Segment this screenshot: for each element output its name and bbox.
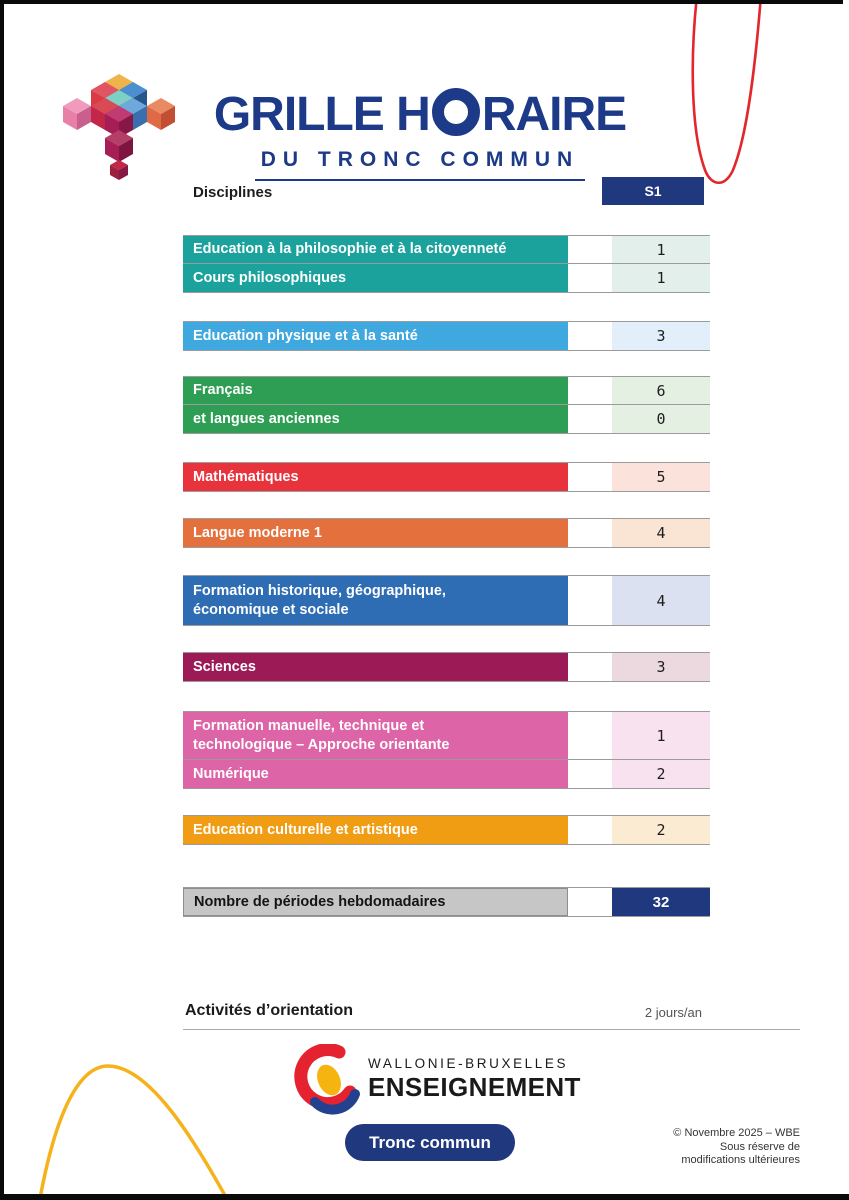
page-title: GRILLE H RAIRE bbox=[213, 88, 627, 141]
table-row bbox=[183, 575, 710, 626]
column-header-s1: S1 bbox=[602, 177, 704, 205]
discipline-label: Formation manuelle, technique et technologique – Approche orientante bbox=[183, 712, 568, 759]
copyright-line: Sous réserve de bbox=[719, 1140, 800, 1153]
table-row bbox=[183, 376, 710, 405]
row-gap bbox=[568, 888, 612, 916]
table-total-row bbox=[183, 887, 710, 917]
column-header-disciplines: Disciplines bbox=[193, 184, 273, 201]
table-row bbox=[183, 462, 710, 492]
total-label: Nombre de périodes hebdomadaires bbox=[183, 888, 568, 916]
copyright-line: © Novembre 2025 – WBE bbox=[673, 1127, 800, 1139]
periods-value: 3 bbox=[612, 653, 710, 681]
periods-value: 1 bbox=[612, 712, 710, 759]
discipline-label: et langues anciennes bbox=[183, 405, 568, 433]
periods-value: 3 bbox=[612, 322, 710, 350]
table-row bbox=[183, 815, 710, 845]
periods-value: 5 bbox=[612, 463, 710, 491]
periods-value: 0 bbox=[612, 405, 710, 433]
row-gap bbox=[568, 712, 612, 759]
table-row bbox=[183, 235, 710, 264]
yellow-curve bbox=[38, 1066, 233, 1200]
discipline-label: Numérique bbox=[183, 760, 568, 788]
row-gap bbox=[568, 760, 612, 788]
periods-value: 2 bbox=[612, 816, 710, 844]
orientation-label: Activités d’orientation bbox=[185, 1002, 354, 1019]
table-row bbox=[183, 518, 710, 548]
row-gap bbox=[568, 405, 612, 433]
periods-value: 2 bbox=[612, 760, 710, 788]
copyright-line: modifications ultérieures bbox=[681, 1154, 800, 1166]
row-gap bbox=[568, 236, 612, 263]
discipline-label: Formation historique, géographique, économique et sociale bbox=[183, 576, 568, 625]
discipline-label: Education physique et à la santé bbox=[183, 322, 568, 350]
periods-value: 1 bbox=[612, 236, 710, 263]
table-row bbox=[183, 405, 710, 434]
table-row bbox=[183, 264, 710, 293]
discipline-label: Langue moderne 1 bbox=[183, 519, 568, 547]
page-title-block bbox=[0, 88, 840, 181]
wbe-logo-text bbox=[368, 1056, 581, 1103]
row-gap bbox=[568, 463, 612, 491]
row-gap bbox=[568, 519, 612, 547]
table-row bbox=[183, 652, 710, 682]
row-gap bbox=[568, 322, 612, 350]
page-edge-top bbox=[0, 0, 843, 4]
orientation-divider bbox=[183, 1029, 800, 1030]
periods-value: 4 bbox=[612, 519, 710, 547]
discipline-label: Education culturelle et artistique bbox=[183, 816, 568, 844]
wbe-logo-line1: WALLONIE-BRUXELLES bbox=[368, 1056, 569, 1071]
row-gap bbox=[568, 377, 612, 404]
periods-value: 1 bbox=[612, 264, 710, 292]
periods-value: 6 bbox=[612, 377, 710, 404]
copyright-text bbox=[540, 1127, 800, 1168]
page-subtitle: DU TRONC COMMUN bbox=[255, 148, 585, 181]
discipline-label: Education à la philosophie et à la citoyenneté bbox=[183, 236, 568, 263]
table-row bbox=[183, 760, 710, 789]
periods-value: 4 bbox=[612, 576, 710, 625]
page-edge-bottom bbox=[0, 1194, 849, 1200]
orientation-value: 2 jours/an bbox=[644, 1005, 702, 1020]
discipline-label: Mathématiques bbox=[183, 463, 568, 491]
total-value: 32 bbox=[612, 888, 710, 916]
table-row bbox=[183, 711, 710, 760]
row-gap bbox=[568, 576, 612, 625]
wbe-round-logo bbox=[293, 1044, 363, 1120]
discipline-label: Cours philosophiques bbox=[183, 264, 568, 292]
title-o-ring bbox=[432, 88, 480, 136]
tronc-commun-button[interactable]: Tronc commun bbox=[345, 1124, 515, 1161]
row-gap bbox=[568, 264, 612, 292]
discipline-label: Sciences bbox=[183, 653, 568, 681]
page-edge-left bbox=[0, 0, 4, 1200]
row-gap bbox=[568, 816, 612, 844]
row-gap bbox=[568, 653, 612, 681]
wbe-logo-line2: ENSEIGNEMENT bbox=[368, 1072, 581, 1102]
discipline-label: Français bbox=[183, 377, 568, 404]
table-row bbox=[183, 321, 710, 351]
